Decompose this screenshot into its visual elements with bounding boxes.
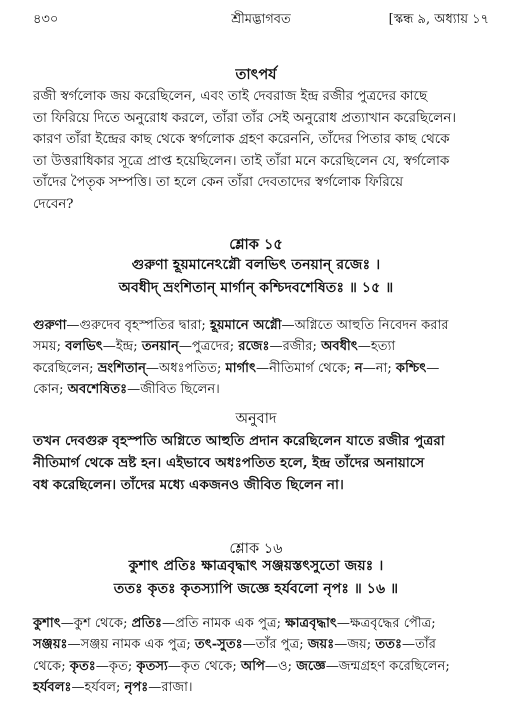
verse-15-line: অবধীদ্ ভ্রংশিতান্ মার্গান্ কশ্চিদবশেষিতঃ ॥ ১৫ ॥ <box>118 280 394 296</box>
synonym-meaning: কোন; <box>33 382 68 398</box>
purport-line: কারণ তাঁরা ইন্দ্রের কাছ থেকে স্বর্গলোক গ্রহণ করেননি, তাঁদের পিতার কাছ থেকে <box>33 132 450 148</box>
synonym-meaning: —পুত্রদের; <box>178 339 239 355</box>
purport-line: দেবেন? <box>33 196 74 212</box>
synonym-meaning: —সঞ্জয় নামক এক পুত্র; <box>67 637 195 653</box>
synonym-line <box>33 315 479 336</box>
translation-heading-block <box>33 408 479 432</box>
synonym-term: কশ্চিৎ <box>395 360 427 376</box>
verse-16-line: ততঃ কৃতঃ কৃতস্যাপি জজ্ঞে হর্যবলো নৃপঃ ॥ ১৬ ॥ <box>113 581 399 597</box>
synonym-term: কৃতঃ <box>69 658 96 674</box>
synonym-meaning: —প্রতি নামক এক পুত্র; <box>161 616 286 631</box>
synonym-meaning: —গুরুদেব বৃহস্পতির দ্বারা; <box>66 318 210 333</box>
synonym-term: ন <box>354 360 363 376</box>
synonym-line <box>33 677 479 698</box>
synonym-meaning: —কৃত; <box>95 658 137 674</box>
synonym-term: জজ্ঞে <box>296 658 326 674</box>
synonym-term: ভ্রংশিতান্ <box>97 360 146 376</box>
synonym-meaning: —রাজা। <box>148 680 193 696</box>
synonym-term: অবশেষিতঃ <box>67 382 128 398</box>
synonym-term: রজেঃ <box>238 339 270 355</box>
synonym-meaning: —ও; <box>264 658 297 674</box>
translation-line: বধ করেছিলেন। তাঁদের মধ্যে একজনও জীবিত ছিলেন না। <box>33 477 344 493</box>
purport-line: রজী স্বর্গলোক জয় করেছিলেন, এবং তাই দেবরাজ ইন্দ্র রজীর পুত্রদের কাছে <box>33 89 428 104</box>
translation-body <box>33 430 479 496</box>
verse-15-heading: শ্লোক ১৫ <box>229 236 283 253</box>
book-title: শ্রীমদ্ভাগবত <box>231 12 291 27</box>
synonym-meaning: করেছিলেন; <box>33 360 98 376</box>
synonym-term: বলভিৎ <box>65 339 103 355</box>
synonym-meaning: —না; <box>362 360 396 376</box>
purport-line: তা ফিরিয়ে দিতে অনুরোধ করলে, তাঁরা তাঁর সেই অনুরোধ প্রত্যাখান করেছিলেন। <box>33 110 457 126</box>
synonym-meaning: —রজীর; <box>269 339 322 355</box>
synonym-meaning: সময়; <box>33 339 66 355</box>
verse-16-line: কুশাৎ প্রতিঃ ক্ষাত্রবৃদ্ধাৎ সঞ্জয়স্তৎসুতো জয়ঃ । <box>128 558 384 574</box>
page-header <box>33 10 489 32</box>
translation-heading: অনুবাদ <box>235 411 277 427</box>
synonym-term: নৃপঃ <box>124 680 149 696</box>
purport-heading: তাৎপর্য <box>235 66 277 83</box>
synonym-term: হর্যবলঃ <box>33 680 72 696</box>
synonym-term: তনয়ান্ <box>141 339 179 355</box>
purport-line: তা উত্তরাধিকার সূত্রে প্রাপ্ত হয়েছিলেন। তাই তাঁরা মনে করেছিলেন যে, স্বর্গলোক <box>33 153 450 169</box>
synonym-line <box>33 656 479 677</box>
synonym-term: ক্ষাত্রবৃদ্ধাৎ <box>285 616 337 631</box>
synonym-term: কুশাৎ <box>33 616 61 631</box>
synonym-line <box>33 379 479 400</box>
synonym-term: তৎ-সুতঃ <box>194 637 243 653</box>
synonym-term: ততঃ <box>375 637 402 653</box>
synonym-term: অবধীৎ <box>321 339 358 355</box>
verse-16-text <box>33 555 479 601</box>
synonym-meaning: — <box>426 360 440 376</box>
synonym-line <box>33 634 479 655</box>
synonym-term: জয়ঃ <box>307 637 335 653</box>
synonym-meaning: —হত্যা <box>357 339 396 355</box>
translation-line: নীতিমার্গ থেকে ভ্রষ্ট হন। এইভাবে অধঃপতিত হলে, ইন্দ্র তাঁদের অনায়াসে <box>33 455 425 471</box>
synonym-meaning: —তাঁর <box>401 637 436 653</box>
synonym-meaning: —জয়; <box>334 637 376 653</box>
synonym-meaning: —ইন্দ্র; <box>102 339 142 355</box>
synonym-line <box>33 336 479 357</box>
synonym-term: সঞ্জয়ঃ <box>33 637 68 653</box>
verse-15-text <box>33 254 479 300</box>
synonym-term: অপি <box>240 658 265 674</box>
synonym-line <box>33 613 479 634</box>
synonym-meaning: —অধঃপতিত; <box>145 360 226 376</box>
synonym-meaning: —জন্মগ্রহণ করেছিলেন; <box>325 658 450 674</box>
synonym-meaning: —জীবিত ছিলেন। <box>127 382 220 398</box>
synonym-meaning: —কৃত থেকে; <box>167 658 241 674</box>
synonym-meaning: —তাঁর পুত্র; <box>242 637 308 653</box>
synonym-meaning: —নীতিমার্গ থেকে; <box>255 360 355 376</box>
section-reference: [স্কন্ধ ৯, অধ্যায় ১৭ <box>388 12 489 27</box>
synonym-meaning: থেকে; <box>33 658 70 674</box>
synonym-meaning: —অগ্নিতে আহুতি নিবেদন করার <box>281 318 449 333</box>
purport-line: তাঁদের পৈতৃক সম্পত্তি। তা হলে কেন তাঁরা দেবতাদের স্বর্গলোক ফিরিয়ে <box>33 175 404 191</box>
purport-body <box>33 86 479 216</box>
page-number: ৪৩০ <box>33 12 59 27</box>
synonym-line <box>33 358 479 379</box>
synonym-term: প্রতিঃ <box>131 616 162 631</box>
verse-16-heading: শ্লোক ১৬ <box>229 541 283 557</box>
synonym-term: হূয়মানে অগ্নৌ <box>210 318 282 333</box>
synonym-term: গুরুণা <box>33 318 67 333</box>
purport-section <box>33 64 479 88</box>
translation-line: তখন দেবগুরু বৃহস্পতি অগ্নিতে আহুতি প্রদান করেছিলেন যাতে রজীর পুত্ররা <box>33 433 445 449</box>
verse-15-synonyms <box>33 315 479 401</box>
verse-15-line: গুরুণা হূয়মানেঽগ্নৌ বলভিৎ তনয়ান্ রজেঃ । <box>131 257 381 273</box>
synonym-meaning: —ক্ষত্রবৃদ্ধের পৌত্র; <box>336 616 436 631</box>
verse-16-synonyms <box>33 613 479 699</box>
synonym-meaning: —কুশ থেকে; <box>60 616 132 631</box>
synonym-meaning: —হর্যবল; <box>71 680 125 696</box>
synonym-term: মার্গাৎ <box>225 360 256 376</box>
synonym-term: কৃতস্য <box>136 658 168 674</box>
